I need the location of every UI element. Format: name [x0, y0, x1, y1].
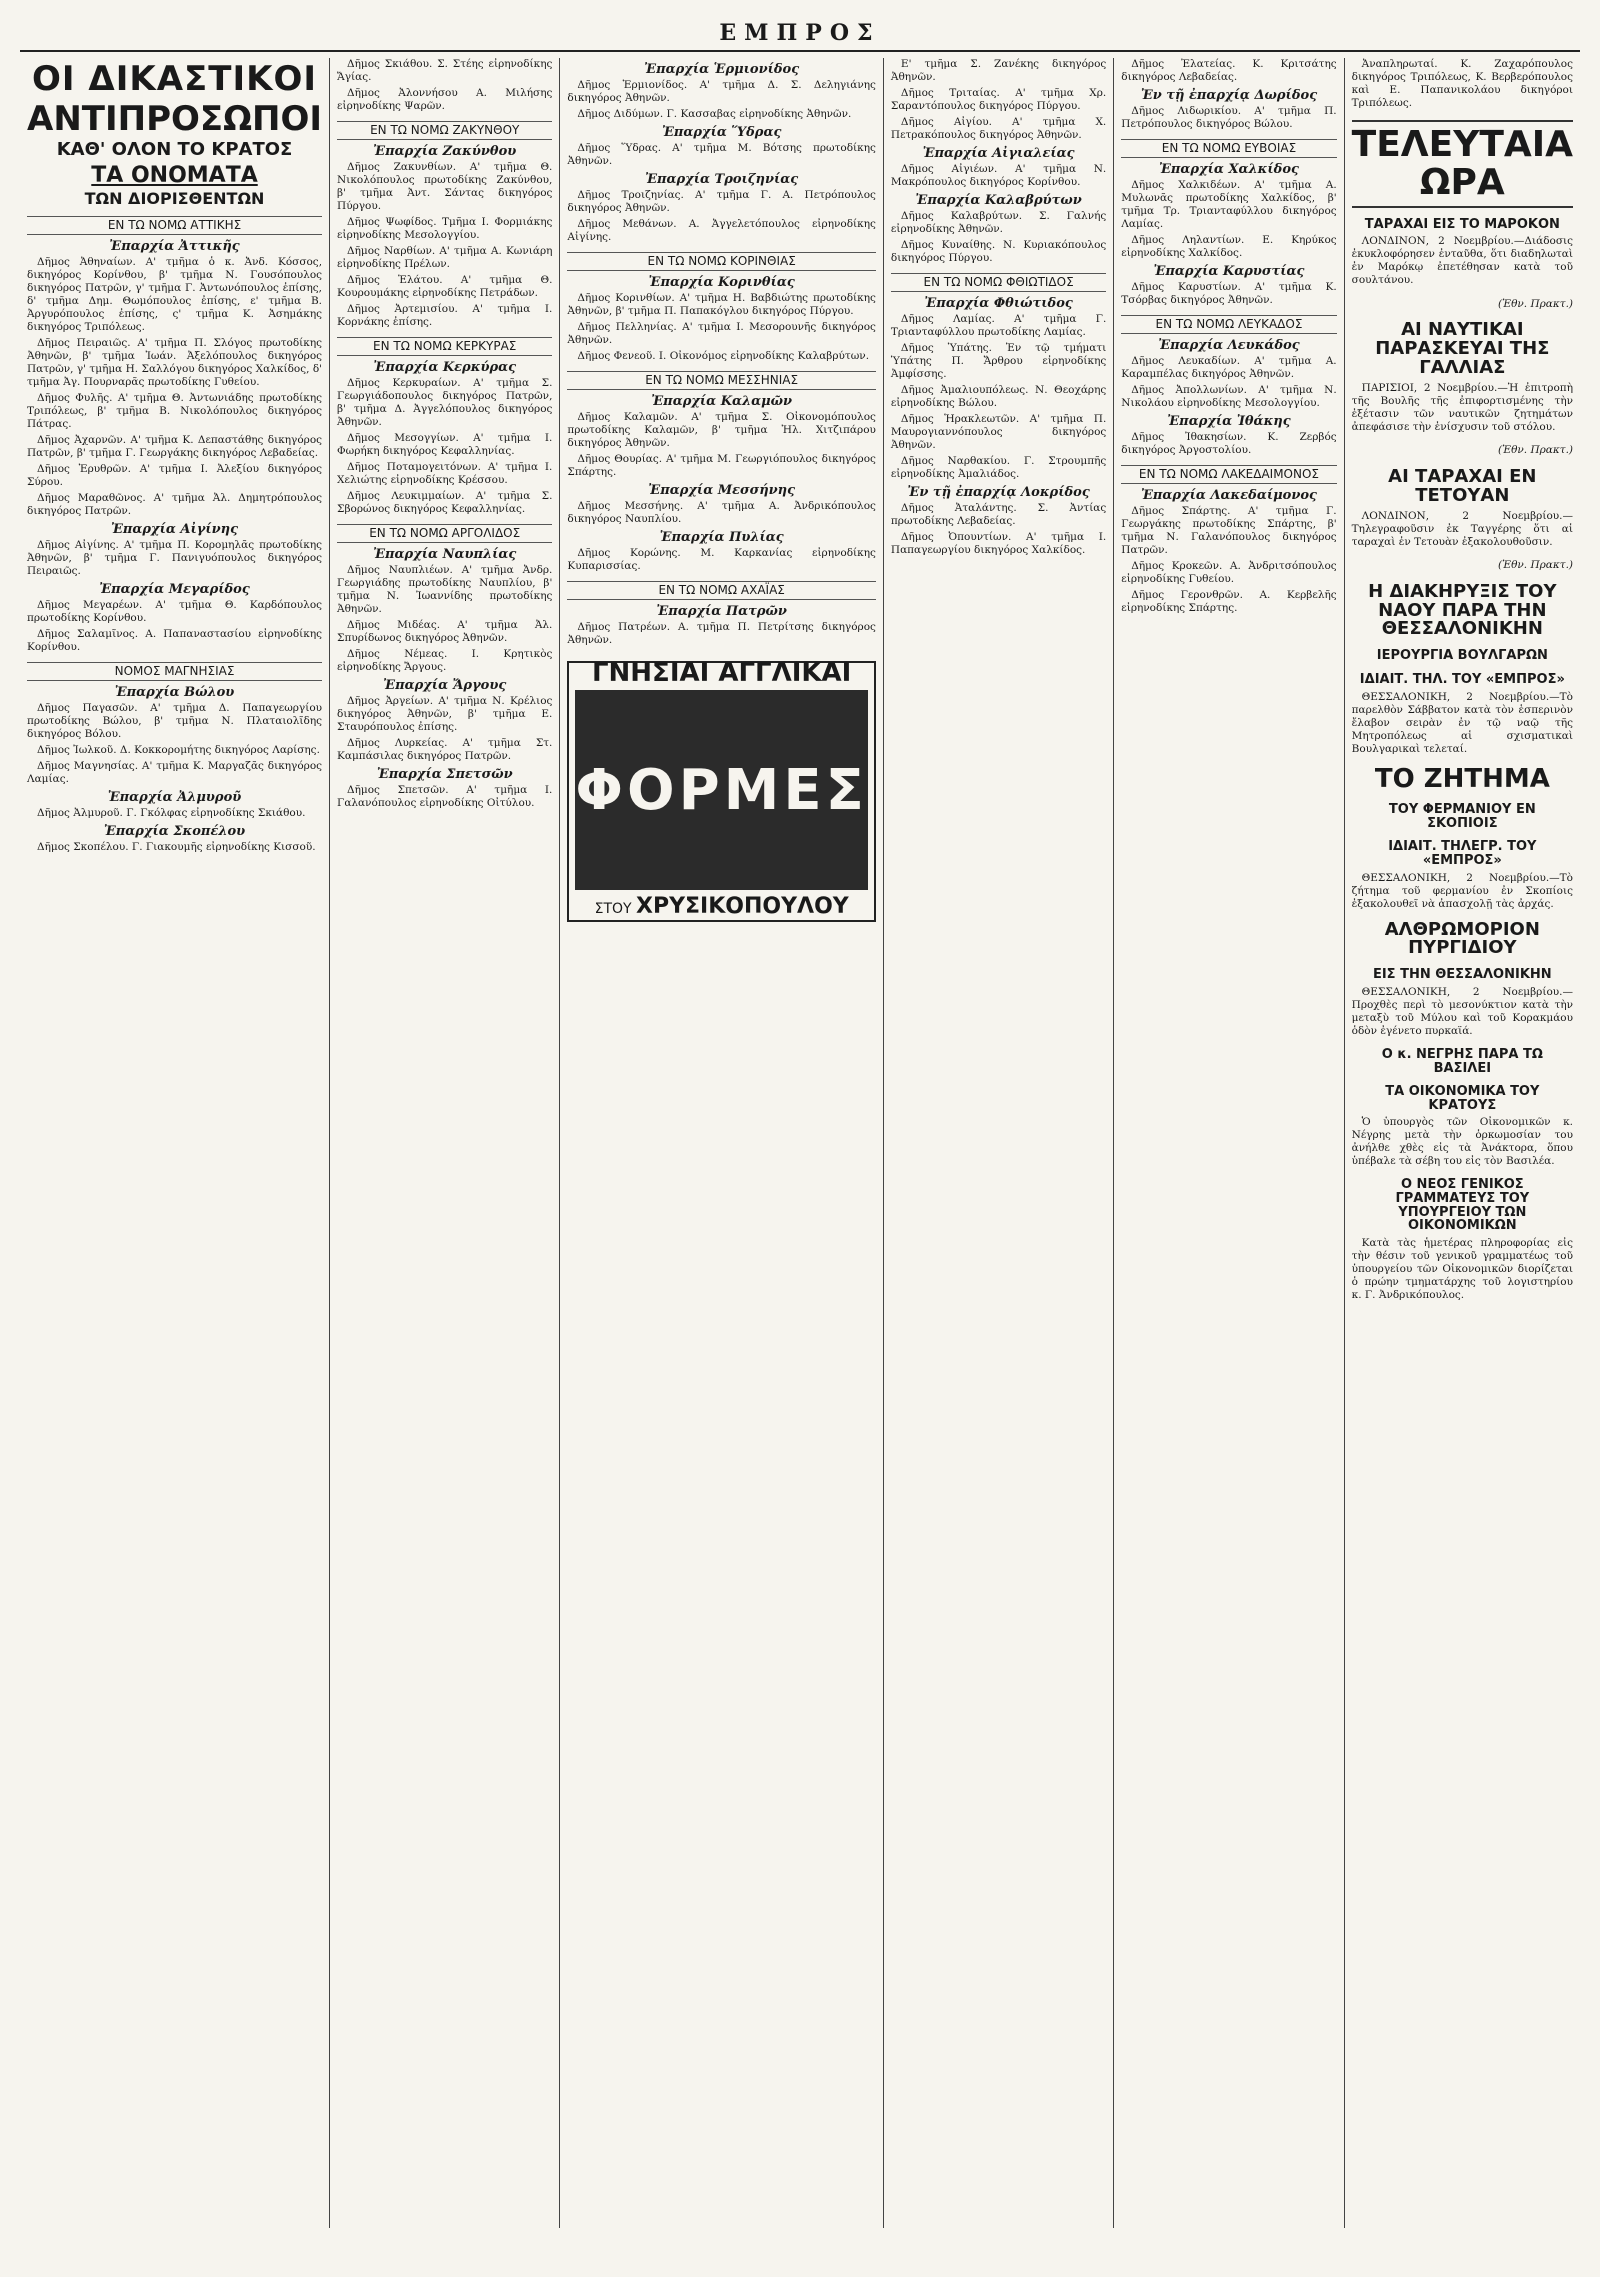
news-headline: ΑΙ ΤΑΡΑΧΑΙ ΕΝ ΤΕΤΟΥΑΝ [1388, 465, 1537, 506]
paragraph: Δῆμος Αἰγίνης. Α' τμῆμα Π. Κορομηλᾶς πρωτοδίκης Ἀθηνῶν, β' τμῆμα Γ. Πανιγυόπουλος δικηγόρος Πειραιῶς. [27, 539, 323, 578]
news-subheading: ΙΕΡΟΥΡΓΙΑ ΒΟΥΛΓΑΡΩΝ [1376, 648, 1548, 664]
headline-state: ΚΑΘ' ΟΛΟΝ ΤΟ ΚΡΑΤΟΣ [56, 139, 293, 161]
paragraph: Δῆμος Ὕδρας. Α' τμῆμα Μ. Βότσης πρωτοδίκης Ἀθηνῶν. [567, 142, 876, 167]
paragraph: Δῆμος Κερκυραίων. Α' τμῆμα Σ. Γεωργιάδοπουλος δικηγόρος Πατρῶν, β' τμῆμα Δ. Ἀγγελόπουλος δικηγόρος Ἀθηνῶν. [337, 377, 553, 428]
last-hour-headline: ΤΕΛΕΥΤΑΙΑ ΩΡΑ [1352, 120, 1573, 208]
subsection-heading: Ἐπαρχία Ἑρμιονίδος [644, 62, 800, 77]
news-body: ΛΟΝΔΙΝΟΝ, 2 Νοεμβρίου.—Τηλεγραφοῦσιν ἐκ Ταγγέρης ὅτι αἱ ταραχαὶ ἐν Τετουὰν ἐξακολουθοῦσιν. [1351, 509, 1573, 548]
ad-brand: ΧΡΥΣΙΚΟΠΟΥΛΟΥ [636, 894, 849, 919]
subsection-heading: Ἐπαρχία Φθιώτιδος [924, 296, 1073, 311]
subsection-heading: Ἐπαρχία Βώλου [114, 685, 235, 701]
ad-center-text: ΦΟΡΜΕΣ [575, 757, 868, 823]
ad-title: ΓΝΗΣΙΑΙ ΑΓΓΛΙΚΑΙ [591, 658, 852, 688]
paragraph: Δῆμος Μεσσήνης. Α' τμῆμα Α. Ἀνδρικόπουλος δικηγόρος Ναυπλίου. [567, 500, 876, 525]
paragraph: Δῆμος Φενεοῦ. Ι. Οἰκονόμος εἰρηνοδίκης Καλαβρύτων. [577, 350, 870, 362]
section-heading: ΕΝ ΤΩ ΝΟΜΩ ΚΕΡΚΥΡΑΣ [337, 337, 552, 356]
news-headline: ΤΟ ΖΗΤΗΜΑ [1374, 763, 1550, 794]
subsection-heading: Ἐπαρχία Σπετσῶν [376, 767, 513, 782]
headline-names: ΤΑ ΟΝΟΜΑΤΑ [91, 163, 258, 189]
paragraph: Δῆμος Λιδωρικίου. Α' τμῆμα Π. Πετρόπουλος δικηγόρος Βώλου. [1121, 105, 1337, 130]
paragraph: Δῆμος Αἰγίου. Α' τμῆμα Χ. Πετρακόπουλος δικηγόρος Ἀθηνῶν. [890, 116, 1107, 141]
paragraph: Δῆμος Ναυπλιέων. Α' τμῆμα Ἀνδρ. Γεωργιάδης πρωτοδίκης Ναυπλίου, β' τμῆμα Ν. Ἰωαννίδης πρωτοδίκης Ἀθηνῶν. [337, 564, 553, 615]
news-headline: Ο ΝΕΟΣ ΓΕΝΙΚΟΣ ΓΡΑΜΜΑΤΕΥΣ ΤΟΥ ΥΠΟΥΡΓΕΙΟΥ ΤΩΝ ΟΙΚΟΝΟΜΙΚΩΝ [1395, 1177, 1530, 1234]
paragraph: Δῆμος Πειραιῶς. Α' τμῆμα Π. Σλόγος πρωτοδίκης Ἀθηνῶν, β' τμῆμα Ἰωάν. Ἀξελόπουλος δικηγόρος Πατρῶν, γ' τμῆμα Η. Σαλλόγου δικηγόρος Χαλκίδος, δ' τμῆμα Ἀγ. Πουρναρᾶς πρωτοδίκης Γυθείου. [27, 337, 323, 389]
masthead [20, 20, 1580, 52]
ad-illustration [575, 690, 868, 890]
newspaper-page [20, 20, 1580, 2237]
section-heading: ΕΝ ΤΩ ΝΟΜΩ ΑΡΓΟΛΙΔΟΣ [337, 524, 552, 543]
paragraph: Δῆμος Σκιάθου. Σ. Στέης εἰρηνοδίκης Ἄγίας. [337, 58, 553, 83]
headline-representatives: ΑΝΤΙΠΡΟΣΩΠΟΙ [27, 98, 323, 139]
news-subheading: ΕΙΣ ΤΗΝ ΘΕΣΣΑΛΟΝΙΚΗΝ [1372, 967, 1552, 983]
paragraph: Δῆμος Ὀπουντίων. Α' τμῆμα Ι. Παπαγεωργίου δικηγόρος Χαλκίδος. [890, 531, 1107, 556]
column-6 [1345, 58, 1580, 2228]
paragraph: Δῆμος Κυναίθης. Ν. Κυριακόπουλος δικηγόρος Πύργου. [890, 239, 1107, 264]
paragraph: Δῆμος Κορινθίων. Α' τμῆμα Η. Βαβδιώτης πρωτοδίκης Ἀθηνῶν, β' τμῆμα Π. Παπακόγλου δικηγόρος Πύργου. [567, 292, 876, 317]
subsection-heading: Ἐπαρχία Πυλίας [659, 530, 784, 545]
paragraph: Δῆμος Τροιζηνίας. Α' τμῆμα Γ. Α. Πετρόπουλος δικηγόρος Ἀθηνῶν. [567, 189, 876, 214]
section-heading: ΕΝ ΤΩ ΝΟΜΩ ΦΘΙΩΤΙΔΟΣ [891, 273, 1106, 292]
section-heading: ΕΝ ΤΩ ΝΟΜΩ ΕΥΒΟΙΑΣ [1121, 139, 1336, 158]
subsection-heading: Ἐν τῇ ἐπαρχίᾳ Δωρίδος [1140, 88, 1318, 103]
subsection-heading: Ἐπαρχία Ἰθάκης [1167, 414, 1291, 429]
paragraph: Δῆμος Φυλῆς. Α' τμῆμα Θ. Ἀντωνιάδης πρωτοδίκης Τριπόλεως, β' τμῆμα Β. Νικολόπουλος δικηγόρος Πάτρας. [27, 392, 323, 431]
section-heading: ΕΝ ΤΩ ΝΟΜΩ ΑΧΑΪΑΣ [567, 581, 876, 600]
paragraph: Δῆμος Ἑλάτου. Α' τμῆμα Θ. Κουρουμάκης εἰρηνοδίκης Πετράδων. [337, 274, 553, 299]
masthead-title: ΕΜΠΡΟΣ [719, 20, 881, 46]
paragraph: Ἀναπληρωταί. Κ. Ζαχαρόπουλος δικηγόρος Τριπόλεως, Κ. Βερβερόπουλος καὶ Ε. Παπανικολάου δικηγόροι Τριπόλεως. [1351, 58, 1573, 109]
paragraph: Δῆμος Σπάρτης. Α' τμῆμα Γ. Γεωργάκης πρωτοδίκης Σπάρτης, β' τμῆμα Ν. Γαλανόπουλος δικηγόρος Πατρῶν. [1121, 505, 1337, 556]
subsection-heading: Ἐπαρχία Αἰγίνης [110, 522, 239, 538]
paragraph: Δῆμος Ναρθακίου. Γ. Στρουμπῆς εἰρηνοδίκης Ἀμαλιάδος. [890, 455, 1107, 480]
columns [20, 58, 1580, 2228]
paragraph: Δῆμος Χαλκιδέων. Α' τμῆμα Α. Μυλωνᾶς πρωτοδίκης Χαλκίδος, β' τμῆμα Τρ. Τριανταφύλλου δικηγόρος Λαμίας. [1121, 179, 1337, 230]
paragraph: Δῆμος Ὑπάτης. Ἐν τῷ τμήματι Ὑπάτης Π. Ἄρθρου εἰρηνοδίκης Ἀμφίσσης. [890, 342, 1107, 380]
paragraph: Δῆμος Ἀρτεμισίου. Α' τμῆμα Ι. Κορνάκης ἐπίσης. [337, 303, 553, 328]
paragraph: Δῆμος Σπετσῶν. Α' τμῆμα Ι. Γαλανόπουλος εἰρηνοδίκης Οἰτύλου. [337, 784, 553, 809]
paragraph: Δῆμος Ἀργείων. Α' τμῆμα Ν. Κρέλιος δικηγόρος Ἀθηνῶν, β' τμῆμα Ε. Σταυρόπουλος ἐπίσης. [337, 695, 553, 733]
news-body: ΘΕΣΣΑΛΟΝΙΚΗ, 2 Νοεμβρίου.—Προχθὲς περὶ τὸ μεσονύκτιον κατὰ τὴν μεταξὺ τοῦ Μύλου καὶ τοῦ Κορακμάου ὁδὸν ἐγένετο πυρκαϊά. [1351, 985, 1573, 1037]
paragraph: Δῆμος Ἡρακλεωτῶν. Α' τμῆμα Π. Μαυρογιαννόπουλος δικηγόρος Ἀθηνῶν. [890, 413, 1107, 451]
news-body: ΛΟΝΔΙΝΟΝ, 2 Νοεμβρίου.—Διάδοσις ἐκυκλοφόρησεν ἐνταῦθα, ὅτι διαδηλωταὶ ἐν Μαρόκῳ ἐπετέθησαν κατὰ τοῦ σουλτάνου. [1351, 235, 1573, 287]
news-source: (Ἐθν. Πρακτ.) [1498, 444, 1573, 457]
paragraph: Δῆμος Ναρθίων. Α' τμῆμα Α. Κωνιάρη εἰρηνοδίκης Πρέλων. [337, 245, 553, 270]
subsection-heading: Ἐπαρχία Καρυστίας [1153, 264, 1305, 279]
news-source: (Ἐθν. Πρακτ.) [1498, 297, 1573, 310]
subsection-heading: Ἐπαρχία Σκοπέλου [103, 824, 246, 840]
section-heading: ΕΝ ΤΩ ΝΟΜΩ ΛΕΥΚΑΔΟΣ [1121, 315, 1336, 334]
news-tag: ΙΔΙΑΙΤ. ΤΗΛ. ΤΟΥ «ΕΜΠΡΟΣ» [1359, 672, 1565, 687]
news-body: Κατὰ τὰς ἡμετέρας πληροφορίας εἰς τὴν θέσιν τοῦ γενικοῦ γραμματέως τοῦ ὑπουργείου τῶν Οἰκονομικῶν διορίζεται ὁ πρώην τμηματάρχης τοῦ λογιστηρίου κ. Γ. Ἀνδρικόπουλος. [1351, 1237, 1573, 1302]
subsection-heading: Ἐπαρχία Κερκύρας [373, 360, 517, 375]
paragraph: Δῆμος Ἰθακησίων. Κ. Ζερβός δικηγόρος Ἀργοστολίου. [1121, 431, 1337, 456]
column-3 [560, 58, 884, 2228]
subsection-heading: Ἐπαρχία Μεσσήνης [648, 483, 796, 498]
subsection-heading: Ἐπαρχία Λευκάδος [1158, 338, 1300, 353]
paragraph: Δῆμος Κροκεῶν. Α. Ἀνδριτσόπουλος εἰρηνοδίκης Γυθείου. [1121, 560, 1337, 585]
section-heading: ΕΝ ΤΩ ΝΟΜΩ ΚΟΡΙΝΘΙΑΣ [567, 252, 876, 271]
paragraph: Δῆμος Ποταμογειτόνων. Α' τμῆμα Ι. Χελιώτης εἰρηνοδίκης Κρέσσου. [337, 461, 553, 486]
subsection-heading: Ἐπαρχία Καλαβρύτων [915, 193, 1082, 208]
subsection-heading: Ἐπαρχία Ζακύνθου [373, 144, 517, 159]
column-5 [1114, 58, 1344, 2228]
paragraph: Δῆμος Θουρίας. Α' τμῆμα Μ. Γεωργιόπουλος δικηγόρος Σπάρτης. [567, 453, 876, 478]
subsection-heading: Ἐν τῇ ἐπαρχίᾳ Λοκρίδος [907, 485, 1090, 500]
paragraph: Δῆμος Ἐρυθρῶν. Α' τμῆμα Ι. Ἀλεξίου δικηγόρος Σύρου. [27, 463, 323, 489]
subsection-heading: Ἐπαρχία Ἀττικῆς [109, 239, 240, 255]
paragraph: Δῆμος Ἀχαρνῶν. Α' τμῆμα Κ. Δεπαστάθης δικηγόρος Πατρῶν, β' τμῆμα Γ. Γεωργάκης δικηγόρος Λεβαδείας. [27, 434, 323, 460]
paragraph: Δῆμος Καρυστίων. Α' τμῆμα Κ. Τσόρβας δικηγόρος Ἀθηνῶν. [1121, 281, 1337, 306]
paragraph: Δῆμος Λευκαδίων. Α' τμῆμα Α. Καραμπέλας δικηγόρος Ἀθηνῶν. [1121, 355, 1337, 380]
column-2 [330, 58, 560, 2228]
column-4 [884, 58, 1114, 2228]
paragraph: Δῆμος Ζακυνθίων. Α' τμῆμα Θ. Νικολόπουλος πρωτοδίκης Ζακύνθου, β' τμῆμα Ἀντ. Σάντας δικηγόρος Πύργου. [337, 161, 553, 212]
paragraph: Δῆμος Μεγαρέων. Α' τμῆμα Θ. Καρδόπουλος πρωτοδίκης Κορίνθου. [27, 599, 323, 625]
subsection-heading: Ἐπαρχία Ὕδρας [661, 125, 782, 140]
ad-prefix: ΣΤΟΥ [594, 901, 632, 917]
section-heading: ΕΝ ΤΩ ΝΟΜΩ ΖΑΚΥΝΘΟΥ [337, 121, 552, 140]
news-subheading: ΤΑ ΟΙΚΟΝΟΜΙΚΑ ΤΟΥ ΚΡΑΤΟΥΣ [1385, 1084, 1540, 1113]
news-body: ΘΕΣΣΑΛΟΝΙΚΗ, 2 Νοεμβρίου.—Τὸ παρελθὸν Σάββατον κατὰ τὸν ἑσπερινὸν ἔλαβον σειρὰν ἐν τῷ ναῷ τῆς Μητροπόλεως αἱ σχισματικαὶ Βουλγαρικαὶ τελεταί. [1351, 690, 1573, 755]
paragraph: Δῆμος Παγασῶν. Α' τμῆμα Δ. Παπαγεωργίου πρωτοδίκης Βώλου, β' τμῆμα Ν. Πλαταιολῖδης δικηγόρος Βόλου. [27, 702, 323, 741]
paragraph: Δῆμος Ἰωλκοῦ. Δ. Κοκκορομήτης δικηγόρος Λαρίσης. [37, 744, 320, 757]
paragraph: Δῆμος Τριταίας. Α' τμῆμα Χρ. Σαραντόπουλος δικηγόρος Πύργου. [890, 87, 1107, 112]
column-1 [20, 58, 330, 2228]
headline-appointed: ΤΩΝ ΔΙΟΡΙΣΘΕΝΤΩΝ [84, 189, 265, 209]
paragraph: Δῆμος Καλαβρύτων. Σ. Γαλνής εἰρηνοδίκης Ἀθηνῶν. [890, 210, 1107, 235]
paragraph: Δῆμος Πελληνίας. Α' τμῆμα Ι. Μεσορουνῆς δικηγόρος Ἀθηνῶν. [567, 321, 876, 346]
subsection-heading: Ἐπαρχία Ἄργους [383, 678, 507, 693]
news-body: ΘΕΣΣΑΛΟΝΙΚΗ, 2 Νοεμβρίου.—Τὸ ζήτημα τοῦ φερμανίου ἐν Σκοπίοις ἐξακολουθεῖ νὰ ἀπασχολῇ τὰς ἀρχάς. [1351, 871, 1573, 910]
subsection-heading: Ἐπαρχία Ναυπλίας [373, 547, 517, 562]
paragraph: Δῆμος Λευκιμμαίων. Α' τμῆμα Σ. Σβορώνος δικηγόρος Κεφαλληνίας. [337, 490, 553, 515]
news-source: (Ἐθν. Πρακτ.) [1498, 559, 1573, 572]
paragraph: Δῆμος Πατρέων. Α. τμῆμα Π. Πετρίτσης δικηγόρος Ἀθηνῶν. [567, 621, 876, 646]
paragraph: Δῆμος Μαραθῶνος. Α' τμῆμα Ἀλ. Δημητρόπουλος δικηγόρος Πατρῶν. [27, 492, 323, 518]
paragraph: Δῆμος Γερονθρῶν. Α. Κερβελῆς εἰρηνοδίκης Σπάρτης. [1121, 589, 1337, 614]
paragraph: Δῆμος Καλαμῶν. Α' τμῆμα Σ. Οἰκονομόπουλος πρωτοδίκης Καλαμῶν, β' τμῆμα Ἠλ. Χιτζιπάρου δικηγόρος Ἀθηνῶν. [567, 411, 876, 449]
paragraph: Δῆμος Μιδέας. Α' τμῆμα Ἀλ. Σπυρίδωνος δικηγόρος Ἀθηνῶν. [337, 619, 553, 644]
news-headline: Η ΔΙΑΚΗΡΥΞΙΣ ΤΟΥ ΝΑΟΥ ΠΑΡΑ ΤΗΝ ΘΕΣΣΑΛΟΝΙΚΗΝ [1368, 580, 1557, 640]
subsection-heading: Ἐπαρχία Τροιζηνίας [645, 172, 799, 187]
news-subheading: ΤΟΥ ΦΕΡΜΑΝΙΟΥ ΕΝ ΣΚΟΠΙΟΙΣ [1388, 801, 1536, 831]
advertisement [567, 658, 876, 922]
paragraph: Δῆμος Λαμίας. Α' τμῆμα Γ. Τριανταφύλλου πρωτοδίκης Λαμίας. [890, 313, 1107, 338]
paragraph: Δῆμος Ἐλατείας. Κ. Κριτσάτης δικηγόρος Λεβαδείας. [1121, 58, 1337, 83]
paragraph: Δῆμος Ἀθηναίων. Α' τμῆμα ὁ κ. Ἀνδ. Κόσσος, δικηγόρος Κορίνθου, β' τμῆμα Ν. Γουσόπουλος δικηγόρος Πατρῶν, γ' τμῆμα Γ. Ἀντωνόπουλος ἐπίσης, δ' τμῆμα Δημ. Θωμόπουλος ἐπίσης, ε' τμῆμα Β. Ἀργυρόπουλος ἐπίσης, ς' τμῆμα Κ. Ἀσημάκης δικηγόρος Τριπόλεως. [27, 256, 323, 334]
paragraph: Ε' τμῆμα Σ. Ζανέκης δικηγόρος Ἀθηνῶν. [890, 58, 1107, 83]
paragraph: Δῆμος Ἀλμυροῦ. Γ. Γκόλφας εἰρηνοδίκης Σκιάθου. [37, 807, 306, 820]
section-heading: ΕΝ ΤΩ ΝΟΜΩ ΜΕΣΣΗΝΙΑΣ [567, 371, 876, 390]
subsection-heading: Ἐπαρχία Ἀλμυροῦ [107, 790, 242, 806]
paragraph: Δῆμος Ἑρμιονίδος. Α' τμῆμα Δ. Σ. Δεληγιάνης δικηγόρος Ἀθηνῶν. [567, 79, 876, 104]
news-headline: ΑΙ ΝΑΥΤΙΚΑΙ ΠΑΡΑΣΚΕΥΑΙ ΤΗΣ ΓΑΛΛΙΑΣ [1375, 319, 1550, 379]
paragraph: Δῆμος Μεθάνων. Α. Ἀγγελετόπουλος εἰρηνοδίκης Αἰγίνης. [567, 218, 876, 243]
paragraph: Δῆμος Ἀταλάντης. Σ. Ἀντίας πρωτοδίκης Λεβαδείας. [890, 502, 1107, 527]
section-heading: ΕΝ ΤΩ ΝΟΜΩ ΑΤΤΙΚΗΣ [27, 216, 322, 235]
paragraph: Δῆμος Νέμεας. Ι. Κρητικὸς εἰρηνοδίκης Ἄργους. [337, 648, 553, 673]
paragraph: Δῆμος Ληλαντίων. Ε. Κηρύκος εἰρηνοδίκης Χαλκίδος. [1121, 234, 1337, 259]
news-headline: ΑΛΘΡΩΜΟΡΙΟΝ ΠΥΡΓΙΔΙΟΥ [1384, 918, 1540, 959]
subsection-heading: Ἐπαρχία Μεγαρίδος [99, 582, 250, 598]
paragraph: Δῆμος Διδύμων. Γ. Κασσαβας εἰρηνοδίκης Ἀθηνῶν. [577, 108, 852, 120]
paragraph: Δῆμος Κορώνης. Μ. Καρκανίας εἰρηνοδίκης Κυπαρισσίας. [567, 547, 876, 572]
paragraph: Δῆμος Ἀπολλωνίων. Α' τμῆμα Ν. Νικολάου εἰρηνοδίκης Μεσολογγίου. [1121, 384, 1337, 409]
paragraph: Δῆμος Σκοπέλου. Γ. Γιακουμῆς εἰρηνοδίκης Κισσοῦ. [37, 841, 316, 854]
paragraph: Δῆμος Ἀμαλιουπόλεως. Ν. Θεοχάρης εἰρηνοδίκης Βώλου. [890, 384, 1107, 409]
subsection-heading: Ἐπαρχία Καλαμῶν [651, 394, 793, 409]
subsection-heading: Ἐπαρχία Αἰγιαλείας [922, 146, 1075, 161]
news-headline: Ο κ. ΝΕΓΡΗΣ ΠΑΡΑ ΤΩ ΒΑΣΙΛΕΙ [1381, 1046, 1543, 1076]
paragraph: Δῆμος Λυρκείας. Α' τμῆμα Στ. Καμπάσιλας δικηγόρος Πατρῶν. [337, 737, 553, 762]
subsection-heading: Ἐπαρχία Λακεδαίμονος [1140, 488, 1317, 503]
paragraph: Δῆμος Σαλαμῖνος. Α. Παπαναστασίου εἰρηνοδίκης Κορίνθου. [27, 628, 323, 654]
news-body: ΠΑΡΙΣΙΟΙ, 2 Νοεμβρίου.—Ἡ ἐπιτροπὴ τῆς Βουλῆς τῆς ἐπιφορτισμένης τὴν ἐξέτασιν τῶν ναυτικῶν ζητημάτων ἀπεφάσισε τὴν ἐνίσχυσιν τοῦ στόλου. [1351, 381, 1573, 433]
subsection-heading: Ἐπαρχία Πατρῶν [656, 604, 787, 619]
paragraph: Δῆμος Αἰγιέων. Α' τμῆμα Ν. Μακρόπουλος δικηγόρος Κορίνθου. [890, 163, 1107, 188]
subsection-heading: Ἐπαρχία Κορινθίας [648, 275, 795, 290]
paragraph: Δῆμος Μεσογγίων. Α' τμῆμα Ι. Φωρήκη δικηγόρος Κεφαλληνίας. [337, 432, 553, 457]
section-heading: ΝΟΜΟΣ ΜΑΓΝΗΣΙΑΣ [27, 662, 322, 681]
subsection-heading: Ἐπαρχία Χαλκίδος [1158, 162, 1299, 177]
news-tag: ΙΔΙΑΙΤ. ΤΗΛΕΓΡ. ΤΟΥ «ΕΜΠΡΟΣ» [1388, 839, 1537, 868]
section-heading: ΕΝ ΤΩ ΝΟΜΩ ΛΑΚΕΔΑΙΜΟΝΟΣ [1121, 465, 1336, 484]
news-body: Ὁ ὑπουργὸς τῶν Οἰκονομικῶν κ. Νέγρης μετὰ τὴν ὁρκωμοσίαν του ἀνήλθε χθὲς εἰς τὰ Ἀνάκτορα, ὅπου ὑπέβαλε τὰ σέβη του εἰς τὸν Βασιλέα. [1351, 1116, 1573, 1168]
paragraph: Δῆμος Ψωφίδος. Τμῆμα Ι. Φορμιάκης εἰρηνοδίκης Μεσολογγίου. [337, 216, 553, 241]
ad-footer [569, 896, 874, 920]
headline-judicial: ΟΙ ΔΙΚΑΣΤΙΚΟΙ [32, 59, 317, 99]
paragraph: Δῆμος Ἀλοννήσου Α. Μιλήσης εἰρηνοδίκης Ψαρῶν. [337, 87, 553, 112]
paragraph: Δῆμος Μαγνησίας. Α' τμῆμα Κ. Μαργαζᾶς δικηγόρος Λαμίας. [27, 760, 323, 786]
news-subheading: ΤΑΡΑΧΑΙ ΕΙΣ ΤΟ ΜΑΡΟΚΟΝ [1364, 216, 1560, 232]
